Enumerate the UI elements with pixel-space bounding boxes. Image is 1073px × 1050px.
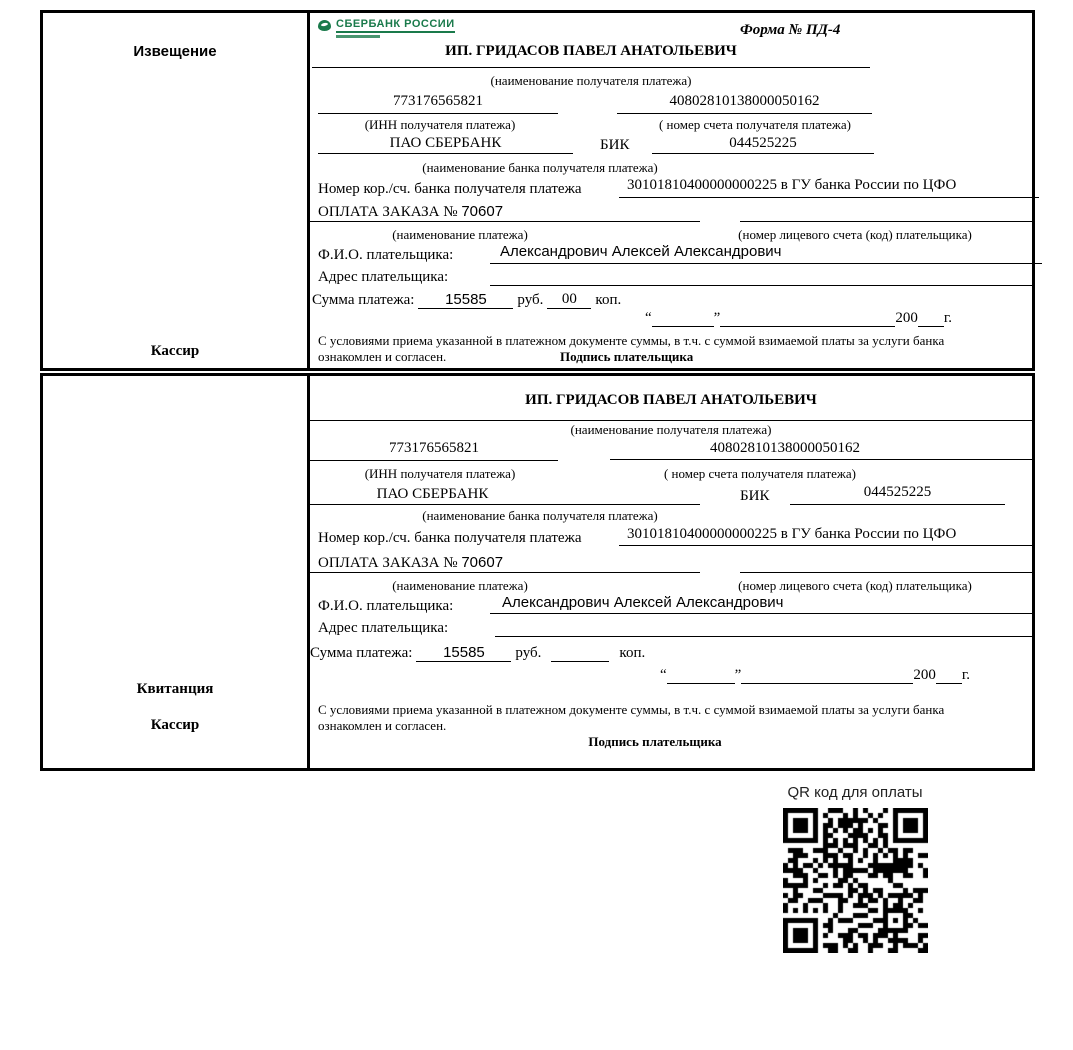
- payment-name-prefix: ОПЛАТА ЗАКАЗА №: [318, 204, 458, 220]
- payer-code-line: [740, 201, 1032, 222]
- sum-rub-value: 15585: [416, 644, 511, 662]
- notice-stub-title: Извещение: [133, 43, 217, 60]
- bank-caption: (наименование банка получателя платежа): [422, 160, 658, 175]
- qr-code: [783, 808, 928, 953]
- agreement-line2: ознакомлен и согласен.: [318, 718, 447, 733]
- receipt-section: [40, 373, 1035, 771]
- date-row: [660, 666, 970, 684]
- notice-cashier-label: Кассир: [150, 343, 200, 359]
- agreement-line2: ознакомлен и согласен.: [318, 349, 447, 364]
- payee-name: ИП. ГРИДАСОВ ПАВЕЛ АНАТОЛЬЕВИЧ: [310, 388, 1032, 421]
- receipt-stub: [43, 376, 310, 768]
- bank-name: ПАО СБЕРБАНК: [318, 135, 573, 154]
- payer-address-line: [495, 616, 1032, 637]
- kop-label: коп.: [595, 292, 622, 308]
- payer-code-line: [740, 552, 1032, 573]
- quote-close: ”: [713, 310, 721, 326]
- signature-label: Подпись плательщика: [560, 349, 694, 364]
- payee-inn: 773176565821: [318, 93, 558, 114]
- payer-address-label: Адрес плательщика:: [318, 269, 449, 285]
- qr-code-label: QR код для оплаты: [787, 784, 923, 801]
- sberbank-logo-text: СБЕРБАНК РОССИИ: [336, 18, 455, 33]
- payer-name-label: Ф.И.О. плательщика:: [318, 247, 454, 263]
- year-line: [918, 326, 944, 327]
- sum-kop-value: [551, 661, 609, 662]
- year-suffix: г.: [961, 667, 971, 683]
- year-suffix: г.: [943, 310, 953, 326]
- rub-label: руб.: [515, 645, 542, 661]
- corr-label: Номер кор./сч. банка получателя платежа: [318, 181, 582, 197]
- receipt-cashier-label: Кассир: [150, 717, 200, 733]
- date-day-line: [652, 326, 714, 327]
- payment-order-number: 70607: [461, 554, 504, 571]
- corr-value: 30101810400000000225 в ГУ банка России по ЦФО: [619, 526, 1032, 546]
- inn-caption: (ИНН получателя платежа): [364, 117, 516, 132]
- logo-subtext-strip: [336, 35, 380, 38]
- notice-stub: [43, 13, 310, 368]
- payer-code-caption: (номер лицевого счета (код) плательщика): [738, 578, 972, 593]
- date-day-line: [667, 683, 735, 684]
- payee-caption: (наименование получателя платежа): [570, 422, 772, 437]
- payer-code-caption: (номер лицевого счета (код) плательщика): [738, 227, 972, 242]
- payment-name-line: [310, 201, 700, 222]
- payee-inn: 773176565821: [310, 440, 558, 461]
- sum-rub-value: 15585: [418, 291, 513, 309]
- sum-label: Сумма платежа:: [312, 292, 415, 308]
- payee-name: ИП. ГРИДАСОВ ПАВЕЛ АНАТОЛЬЕВИЧ: [312, 43, 870, 68]
- payer-name-label: Ф.И.О. плательщика:: [318, 598, 454, 614]
- quote-open: “: [645, 310, 652, 326]
- notice-section: [40, 10, 1035, 371]
- payment-order-number: 70607: [461, 203, 504, 220]
- payment-caption: (наименование платежа): [392, 578, 528, 593]
- corr-label: Номер кор./сч. банка получателя платежа: [318, 530, 582, 546]
- payment-name-prefix: ОПЛАТА ЗАКАЗА №: [318, 555, 458, 571]
- bik-label: БИК: [600, 137, 630, 153]
- form-number: Форма № ПД-4: [740, 22, 841, 38]
- payer-address-label: Адрес плательщика:: [318, 620, 449, 636]
- quote-open: “: [660, 667, 667, 683]
- year-prefix: 200: [895, 310, 918, 326]
- bik-value: 044525225: [652, 135, 874, 154]
- bik-label: БИК: [740, 488, 770, 504]
- bank-name: ПАО СБЕРБАНК: [376, 486, 489, 502]
- corr-value: 30101810400000000225 в ГУ банка России по ЦФО: [619, 177, 1039, 198]
- agreement-line1: С условиями приема указанной в платежном документе суммы, в т.ч. с суммой взимаемой платы за услуги банка: [318, 333, 945, 348]
- sum-row: [312, 291, 621, 309]
- bank-caption: (наименование банка получателя платежа): [422, 508, 658, 523]
- sberbank-coin-icon: [318, 20, 331, 31]
- payee-account: 40802810138000050162: [617, 93, 872, 114]
- payment-name-line: [310, 552, 700, 573]
- date-month-line: [720, 326, 895, 327]
- payer-name-value: Александрович Алексей Александрович: [490, 594, 1032, 614]
- account-caption: ( номер счета получателя платежа): [663, 466, 857, 481]
- sum-label: Сумма платежа:: [310, 645, 413, 661]
- payment-caption: (наименование платежа): [392, 227, 528, 242]
- sum-row: [310, 644, 645, 662]
- year-line: [936, 683, 962, 684]
- account-caption: ( номер счета получателя платежа): [658, 117, 852, 132]
- date-row: [645, 309, 952, 327]
- rub-label: руб.: [517, 292, 544, 308]
- bik-value: 044525225: [790, 484, 1005, 505]
- payer-name-value: Александрович Алексей Александрович: [490, 243, 1042, 264]
- receipt-main: [310, 376, 1032, 768]
- payee-account: 40802810138000050162: [610, 440, 1032, 460]
- date-month-line: [741, 683, 913, 684]
- agreement-line1: С условиями приема указанной в платежном документе суммы, в т.ч. с суммой взимаемой платы за услуги банка: [318, 702, 945, 717]
- sum-kop-value: 00: [547, 291, 591, 309]
- payer-address-line: [490, 265, 1032, 286]
- sberbank-logo: [318, 18, 455, 38]
- inn-caption: (ИНН получателя платежа): [364, 466, 516, 481]
- notice-main: [310, 13, 1032, 368]
- kop-label: коп.: [619, 645, 646, 661]
- quote-close: ”: [734, 667, 742, 683]
- bank-name-line: [310, 484, 700, 505]
- payee-caption: (наименование получателя платежа): [490, 73, 692, 88]
- receipt-stub-title: Квитанция: [136, 681, 214, 697]
- year-prefix: 200: [913, 667, 936, 683]
- signature-label: Подпись плательщика: [588, 734, 722, 749]
